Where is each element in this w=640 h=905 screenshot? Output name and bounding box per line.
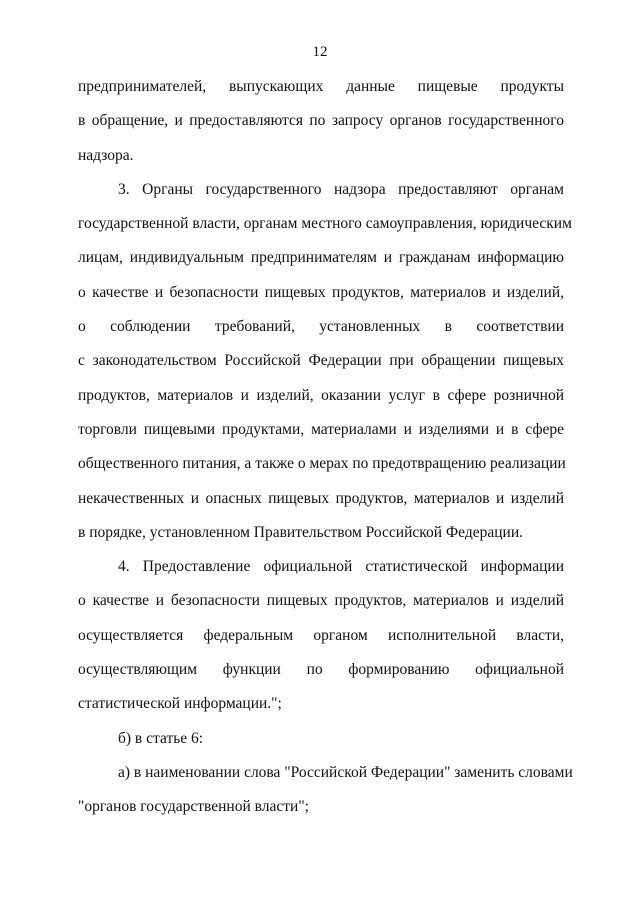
text-line: в обращение, и предоставляются по запросу органов государственного bbox=[78, 112, 564, 130]
text-line: лицам, индивидуальным предпринимателям и гражданам информацию bbox=[78, 249, 564, 267]
text-line: некачественных и опасных пищевых продуктов, материалов и изделий bbox=[78, 489, 564, 507]
text-line: общественного питания, а также о мерах по предотвращению реализации bbox=[78, 455, 566, 473]
text-line: о качестве и безопасности пищевых продуктов, материалов и изделий, bbox=[78, 283, 564, 301]
text-line: предпринимателей, выпускающих данные пищевые продукты bbox=[78, 78, 564, 95]
text-line: о соблюдении требований, установленных в соответствии bbox=[78, 318, 564, 336]
text-line: торговли пищевыми продуктами, материалами и изделиями и в сфере bbox=[78, 420, 564, 438]
subparagraph-b: б) в статье 6: bbox=[118, 729, 204, 747]
paragraph-3-start: 3. Органы государственного надзора предоставляют органам bbox=[118, 180, 564, 198]
document-body bbox=[78, 76, 573, 831]
text-line: государственной власти, органам местного самоуправления, юридическим bbox=[78, 215, 572, 233]
subparagraph-a-start: а) в наименовании слова "Российской Федерации" заменить словами bbox=[118, 763, 573, 781]
page-number: 12 bbox=[312, 44, 328, 60]
text-line: с законодательством Российской Федерации при обращении пищевых bbox=[78, 352, 564, 370]
text-line: о качестве и безопасности пищевых продуктов, материалов и изделий bbox=[78, 592, 564, 610]
text-line: продуктов, материалов и изделий, оказании услуг в сфере розничной bbox=[78, 386, 564, 404]
text-line: осуществляющим функции по формированию официальной bbox=[78, 661, 564, 679]
paragraph-4-start: 4. Предоставление официальной статистической информации bbox=[118, 558, 564, 576]
text-line: осуществляется федеральным органом исполнительной власти, bbox=[78, 626, 564, 644]
text-line: статистической информации."; bbox=[78, 695, 282, 713]
text-line: "органов государственной власти"; bbox=[78, 798, 309, 816]
text-line: в порядке, установленном Правительством Российской Федерации. bbox=[78, 523, 523, 541]
text-line: надзора. bbox=[78, 146, 134, 164]
